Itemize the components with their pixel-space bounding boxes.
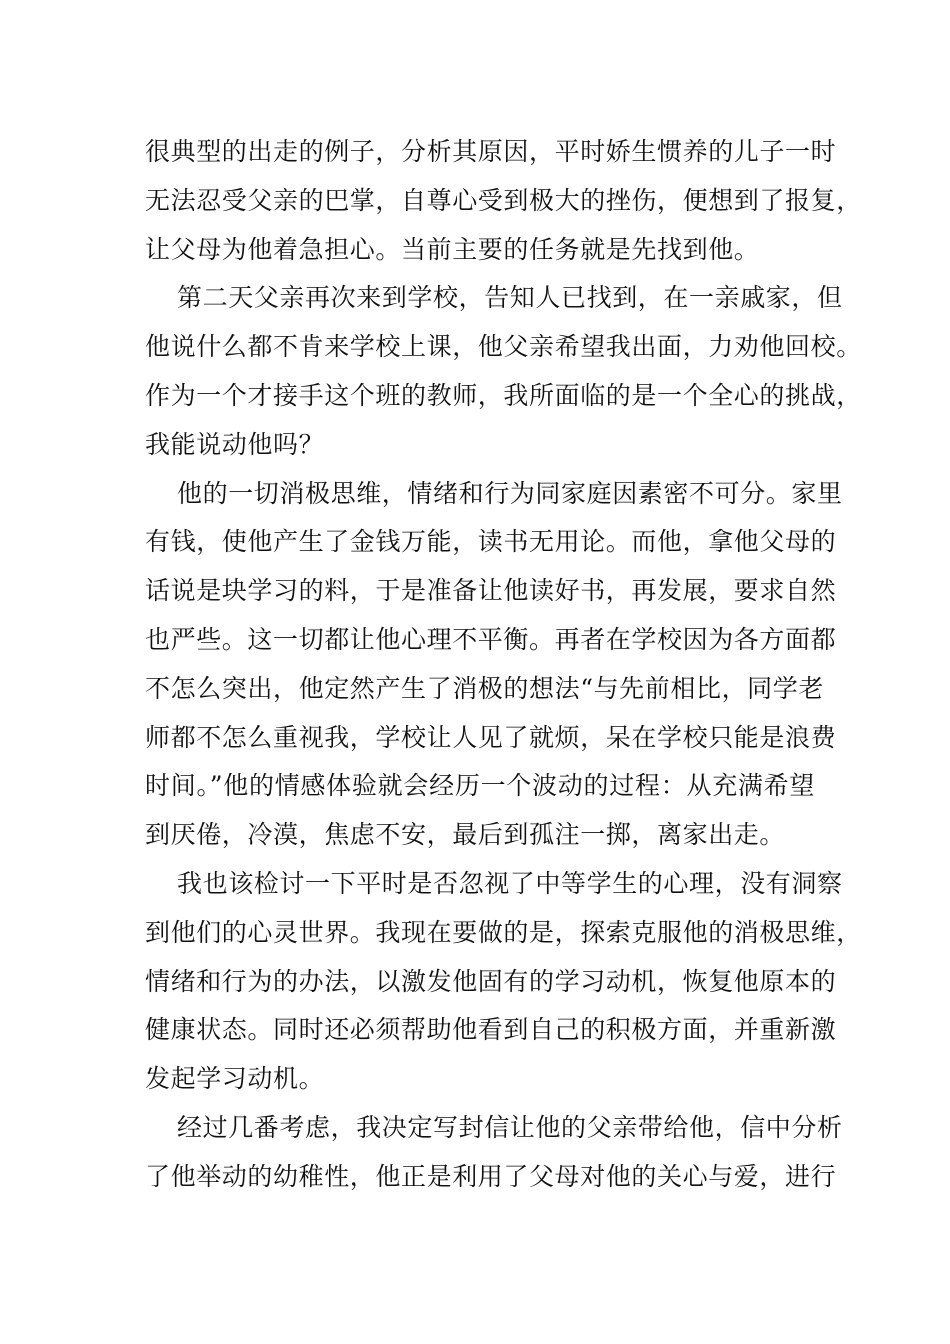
paragraph-start-line: 我也该检讨一下平时是否忽视了中等学生的心理，没有洞察 [177, 868, 843, 898]
paragraph-start-line: 第二天父亲再次来到学校，告知人已找到，在一亲戚家，但 [177, 283, 843, 313]
text-line: 无法忍受父亲的巴掌，自尊心受到极大的挫伤，便想到了报复， [145, 185, 862, 215]
text-line: 作为一个才接手这个班的教师，我所面临的是一个全心的挑战， [145, 380, 862, 410]
text-line: 健康状态。同时还必须帮助他看到自己的积极方面，并重新激 [145, 1015, 837, 1045]
text-line: 也严些。这一切都让他心理不平衡。再者在学校因为各方面都 [145, 624, 837, 654]
text-line: 不怎么突出，他定然产生了消极的想法“与先前相比，同学老 [145, 673, 824, 703]
paragraph-start-line: 经过几番考虑，我决定写封信让他的父亲带给他，信中分析 [177, 1112, 843, 1142]
text-line: 让父母为他着急担心。当前主要的任务就是先找到他。 [145, 234, 760, 264]
text-line: 时间。”他的情感体验就会经历一个波动的过程：从充满希望 [145, 771, 815, 801]
text-line: 有钱，使他产生了金钱万能，读书无用论。而他，拿他父母的 [145, 527, 837, 557]
text-line: 他说什么都不肯来学校上课，他父亲希望我出面，力劝他回校。 [145, 332, 862, 362]
text-line: 发起学习动机。 [145, 1064, 325, 1094]
text-line: 很典型的出走的例子，分析其原因，平时娇生惯养的儿子一时 [145, 137, 837, 166]
text-line: 到厌倦，冷漠，焦虑不安，最后到孤注一掷，离家出走。 [145, 820, 786, 850]
text-line: 我能说动他吗？ [145, 429, 325, 459]
text-line: 师都不怎么重视我，学校让人见了就烦，呆在学校只能是浪费 [145, 722, 837, 752]
text-line: 情绪和行为的办法，以激发他固有的学习动机，恢复他原本的 [145, 966, 837, 996]
text-line: 了他举动的幼稚性，他正是利用了父母对他的关心与爱，进行 [145, 1161, 837, 1191]
body-text [145, 128, 862, 1202]
paragraph-start-line: 他的一切消极思维，情绪和行为同家庭因素密不可分。家里 [177, 478, 843, 508]
text-line: 到他们的心灵世界。我现在要做的是，探索克服他的消极思维， [145, 917, 862, 947]
text-line: 话说是块学习的料，于是准备让他读好书，再发展，要求自然 [145, 576, 837, 606]
